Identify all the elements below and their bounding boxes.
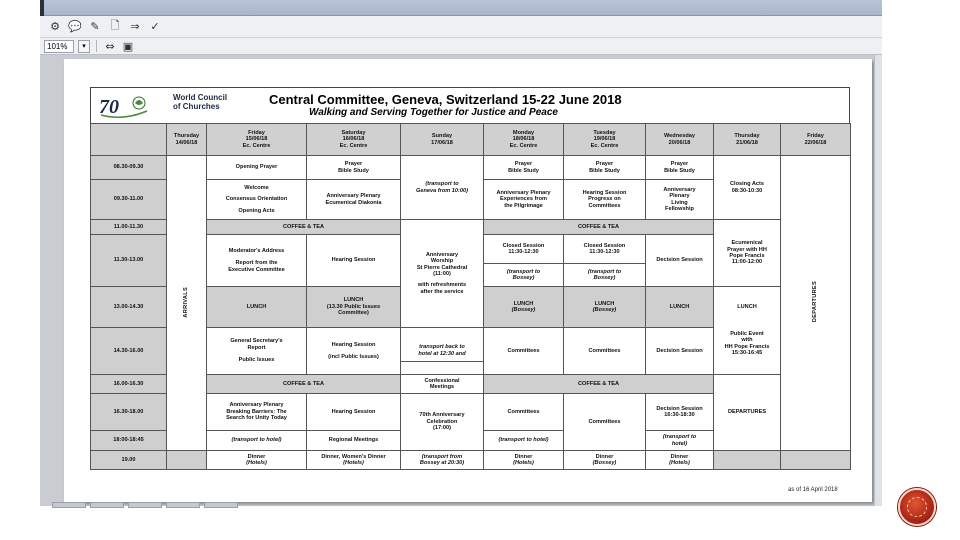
header-row xyxy=(91,124,851,156)
lunch-cell: LUNCH (Bossey) xyxy=(564,287,646,328)
schedule-cell: (transport to Geneva from 10:00) xyxy=(401,156,484,220)
coffee-break-cell: COFFEE & TEA xyxy=(484,220,714,235)
schedule-table xyxy=(90,123,851,470)
time-header-cell xyxy=(91,124,167,156)
schedule-cell: Anniversary Plenary Living Fellowship xyxy=(646,180,714,220)
schedule-cell: Hearing Session Progress on Committees xyxy=(564,180,646,220)
schedule-cell: Hearing Session xyxy=(307,394,401,431)
document-header xyxy=(90,87,850,123)
schedule-cell: Moderator's Address Report from the Executive Committee xyxy=(207,235,307,287)
time-cell: 14.30-16.00 xyxy=(91,328,167,375)
day-header: Friday 22/06/18 xyxy=(781,124,851,156)
schedule-cell: Decision Session 16:30-18:30 xyxy=(646,394,714,431)
coffee-break-cell: COFFEE & TEA xyxy=(484,375,714,394)
schedule-cell: Decision Session xyxy=(646,328,714,375)
schedule-cell xyxy=(714,451,781,470)
schedule-cell: Anniversary Plenary Breaking Barriers: The Search for Unity Today xyxy=(207,394,307,431)
day-header: Friday 15/06/18 Ec. Centre xyxy=(207,124,307,156)
time-cell: 09.30-11.00 xyxy=(91,180,167,220)
schedule-cell: Closing Acts 08:30-10:30 xyxy=(714,156,781,220)
as-of-note: as of 16 April 2018 xyxy=(788,487,838,493)
schedule-cell: Opening Prayer xyxy=(207,156,307,180)
view-toolbar xyxy=(40,38,882,55)
schedule-cell xyxy=(781,451,851,470)
schedule-cell: Committees xyxy=(484,328,564,375)
schedule-cell: (transport to hotel) xyxy=(484,431,564,451)
organization-name xyxy=(173,93,237,111)
table-row xyxy=(91,451,851,470)
schedule-cell: Hearing Session xyxy=(307,235,401,287)
schedule-cell: Decision Session xyxy=(646,235,714,287)
schedule-cell: Anniversary Plenary Ecumenical Diakonia xyxy=(307,180,401,220)
schedule-cell: (transport to hotel) xyxy=(646,431,714,451)
schedule-cell: Dinner, Women's Dinner (Hotels) xyxy=(307,451,401,470)
lunch-cell: LUNCH (Bossey) xyxy=(484,287,564,328)
org-line-2: of Churches xyxy=(173,102,220,111)
schedule-cell: (transport from Bossey at 20:30) xyxy=(401,451,484,470)
schedule-cell xyxy=(167,451,207,470)
arrivals-cell xyxy=(167,156,207,451)
departures-label: DEPARTURES xyxy=(812,281,819,323)
schedule-cell: Anniversary Plenary Experiences from the Pilgrimage xyxy=(484,180,564,220)
highlight-icon[interactable]: ✎ xyxy=(90,20,100,33)
taskbar-tab[interactable] xyxy=(166,502,200,508)
schedule-cell: Dinner (Hotels) xyxy=(484,451,564,470)
schedule-cell: Regional Meetings xyxy=(307,431,401,451)
document-icon[interactable]: 🗋 xyxy=(110,19,120,32)
day-header: Thursday 21/06/18 xyxy=(714,124,781,156)
taskbar-tab[interactable] xyxy=(52,502,86,508)
schedule-cell: Committees xyxy=(564,328,646,375)
document-canvas[interactable] xyxy=(40,55,882,506)
emblem-ring xyxy=(907,497,927,517)
comment-icon[interactable]: 💬 xyxy=(68,20,82,33)
settings-icon[interactable]: ⚙ xyxy=(50,20,60,33)
zoom-dropdown-chevron-down-icon[interactable]: ▾ xyxy=(78,40,90,53)
schedule-document xyxy=(90,87,850,470)
schedule-cell: Closed Session 11:30-12:30 (transport to Bossey) xyxy=(484,235,564,287)
zoom-input[interactable]: 101% xyxy=(44,40,74,53)
schedule-cell: Committees xyxy=(564,394,646,451)
day-header: Wednesday 20/06/18 xyxy=(646,124,714,156)
schedule-cell: Anniversary Worship St Pierre Cathedral (11:00) with refreshments after the service xyxy=(401,220,484,328)
lunch-cell: LUNCH xyxy=(207,287,307,328)
schedule-cell: LUNCH Public Event with HH Pope Francis 15:30-16:45 xyxy=(714,287,781,375)
time-cell: 13.00-14.30 xyxy=(91,287,167,328)
vertical-scrollbar[interactable] xyxy=(874,55,882,506)
schedule-cell: General Secretary's Report Public Issues xyxy=(207,328,307,375)
time-cell: 08.30-09.30 xyxy=(91,156,167,180)
schedule-cell: Dinner (Hotels) xyxy=(207,451,307,470)
annotation-toolbar xyxy=(40,16,882,38)
org-line-1: World Council xyxy=(173,93,228,102)
schedule-cell: Hearing Session (incl Public Issues) xyxy=(307,328,401,375)
lunch-cell: LUNCH xyxy=(646,287,714,328)
day-header: Tuesday 19/06/18 Ec. Centre xyxy=(564,124,646,156)
title-bar-edge xyxy=(40,0,44,16)
lunch-cell: LUNCH (13.30 Public Issues Committee) xyxy=(307,287,401,328)
departures-cell xyxy=(781,156,851,451)
schedule-cell: Ecumenical Prayer with HH Pope Francis 11:00-12:00 xyxy=(714,220,781,287)
toolbar-separator xyxy=(96,40,97,52)
fit-width-icon[interactable]: ⇔ xyxy=(105,39,115,53)
taskbar-tab[interactable] xyxy=(90,502,124,508)
schedule-cell: Welcome Consensus Orientation Opening Acts xyxy=(207,180,307,220)
pdf-viewer-window xyxy=(40,0,882,506)
taskbar-tab[interactable] xyxy=(204,502,238,508)
taskbar-tabs xyxy=(52,502,292,508)
title-bar xyxy=(40,0,882,16)
schedule-cell: Prayer Bible Study xyxy=(484,156,564,180)
time-cell: 18:00-18:45 xyxy=(91,431,167,451)
time-cell: 19.00 xyxy=(91,451,167,470)
logo-number: 70 xyxy=(99,96,119,118)
schedule-cell: Prayer Bible Study xyxy=(646,156,714,180)
time-cell: 11.30-13.00 xyxy=(91,235,167,287)
schedule-cell: DEPARTURES xyxy=(714,375,781,451)
taskbar-tab[interactable] xyxy=(128,502,162,508)
document-arrow-icon[interactable]: ⇒ xyxy=(130,20,140,33)
schedule-cell: Dinner (Hotels) xyxy=(646,451,714,470)
arrivals-label: ARRIVALS xyxy=(183,286,190,318)
document-title: Central Committee, Geneva, Switzerland 15-22 June 2018 xyxy=(269,92,622,107)
coffee-break-cell: COFFEE & TEA xyxy=(207,375,401,394)
day-header: Monday 18/06/18 Ec. Centre xyxy=(484,124,564,156)
document-check-icon[interactable]: ✓ xyxy=(150,20,160,33)
schedule-cell: Prayer Bible Study xyxy=(564,156,646,180)
schedule-cell: Closed Session 11:30-12:30 (transport to Bossey) xyxy=(564,235,646,287)
schedule-cell: Committees xyxy=(484,394,564,431)
time-cell: 11.00-11.30 xyxy=(91,220,167,235)
table-row xyxy=(91,156,851,180)
schedule-cell: 70th Anniversary Celebration (17:00) xyxy=(401,394,484,451)
schedule-cell: transport back to hotel at 12:30 and xyxy=(401,328,484,375)
day-header: Sunday 17/06/18 xyxy=(401,124,484,156)
pdf-page xyxy=(64,59,872,502)
schedule-cell: (transport to hotel) xyxy=(207,431,307,451)
schedule-cell: Prayer Bible Study xyxy=(307,156,401,180)
coffee-break-cell: COFFEE & TEA xyxy=(207,220,401,235)
time-cell: 16.30-18.00 xyxy=(91,394,167,431)
fit-page-icon[interactable]: ▣ xyxy=(122,39,134,53)
day-header: Saturday 16/06/18 Ec. Centre xyxy=(307,124,401,156)
schedule-cell: Dinner (Bossey) xyxy=(564,451,646,470)
time-cell: 16.00-16.30 xyxy=(91,375,167,394)
wcc-70-logo xyxy=(97,91,149,121)
day-header: Thursday 14/06/18 xyxy=(167,124,207,156)
emblem-badge-icon xyxy=(898,488,936,526)
document-subtitle: Walking and Serving Together for Justice and Peace xyxy=(309,107,558,118)
schedule-cell: Confessional Meetings xyxy=(401,375,484,394)
